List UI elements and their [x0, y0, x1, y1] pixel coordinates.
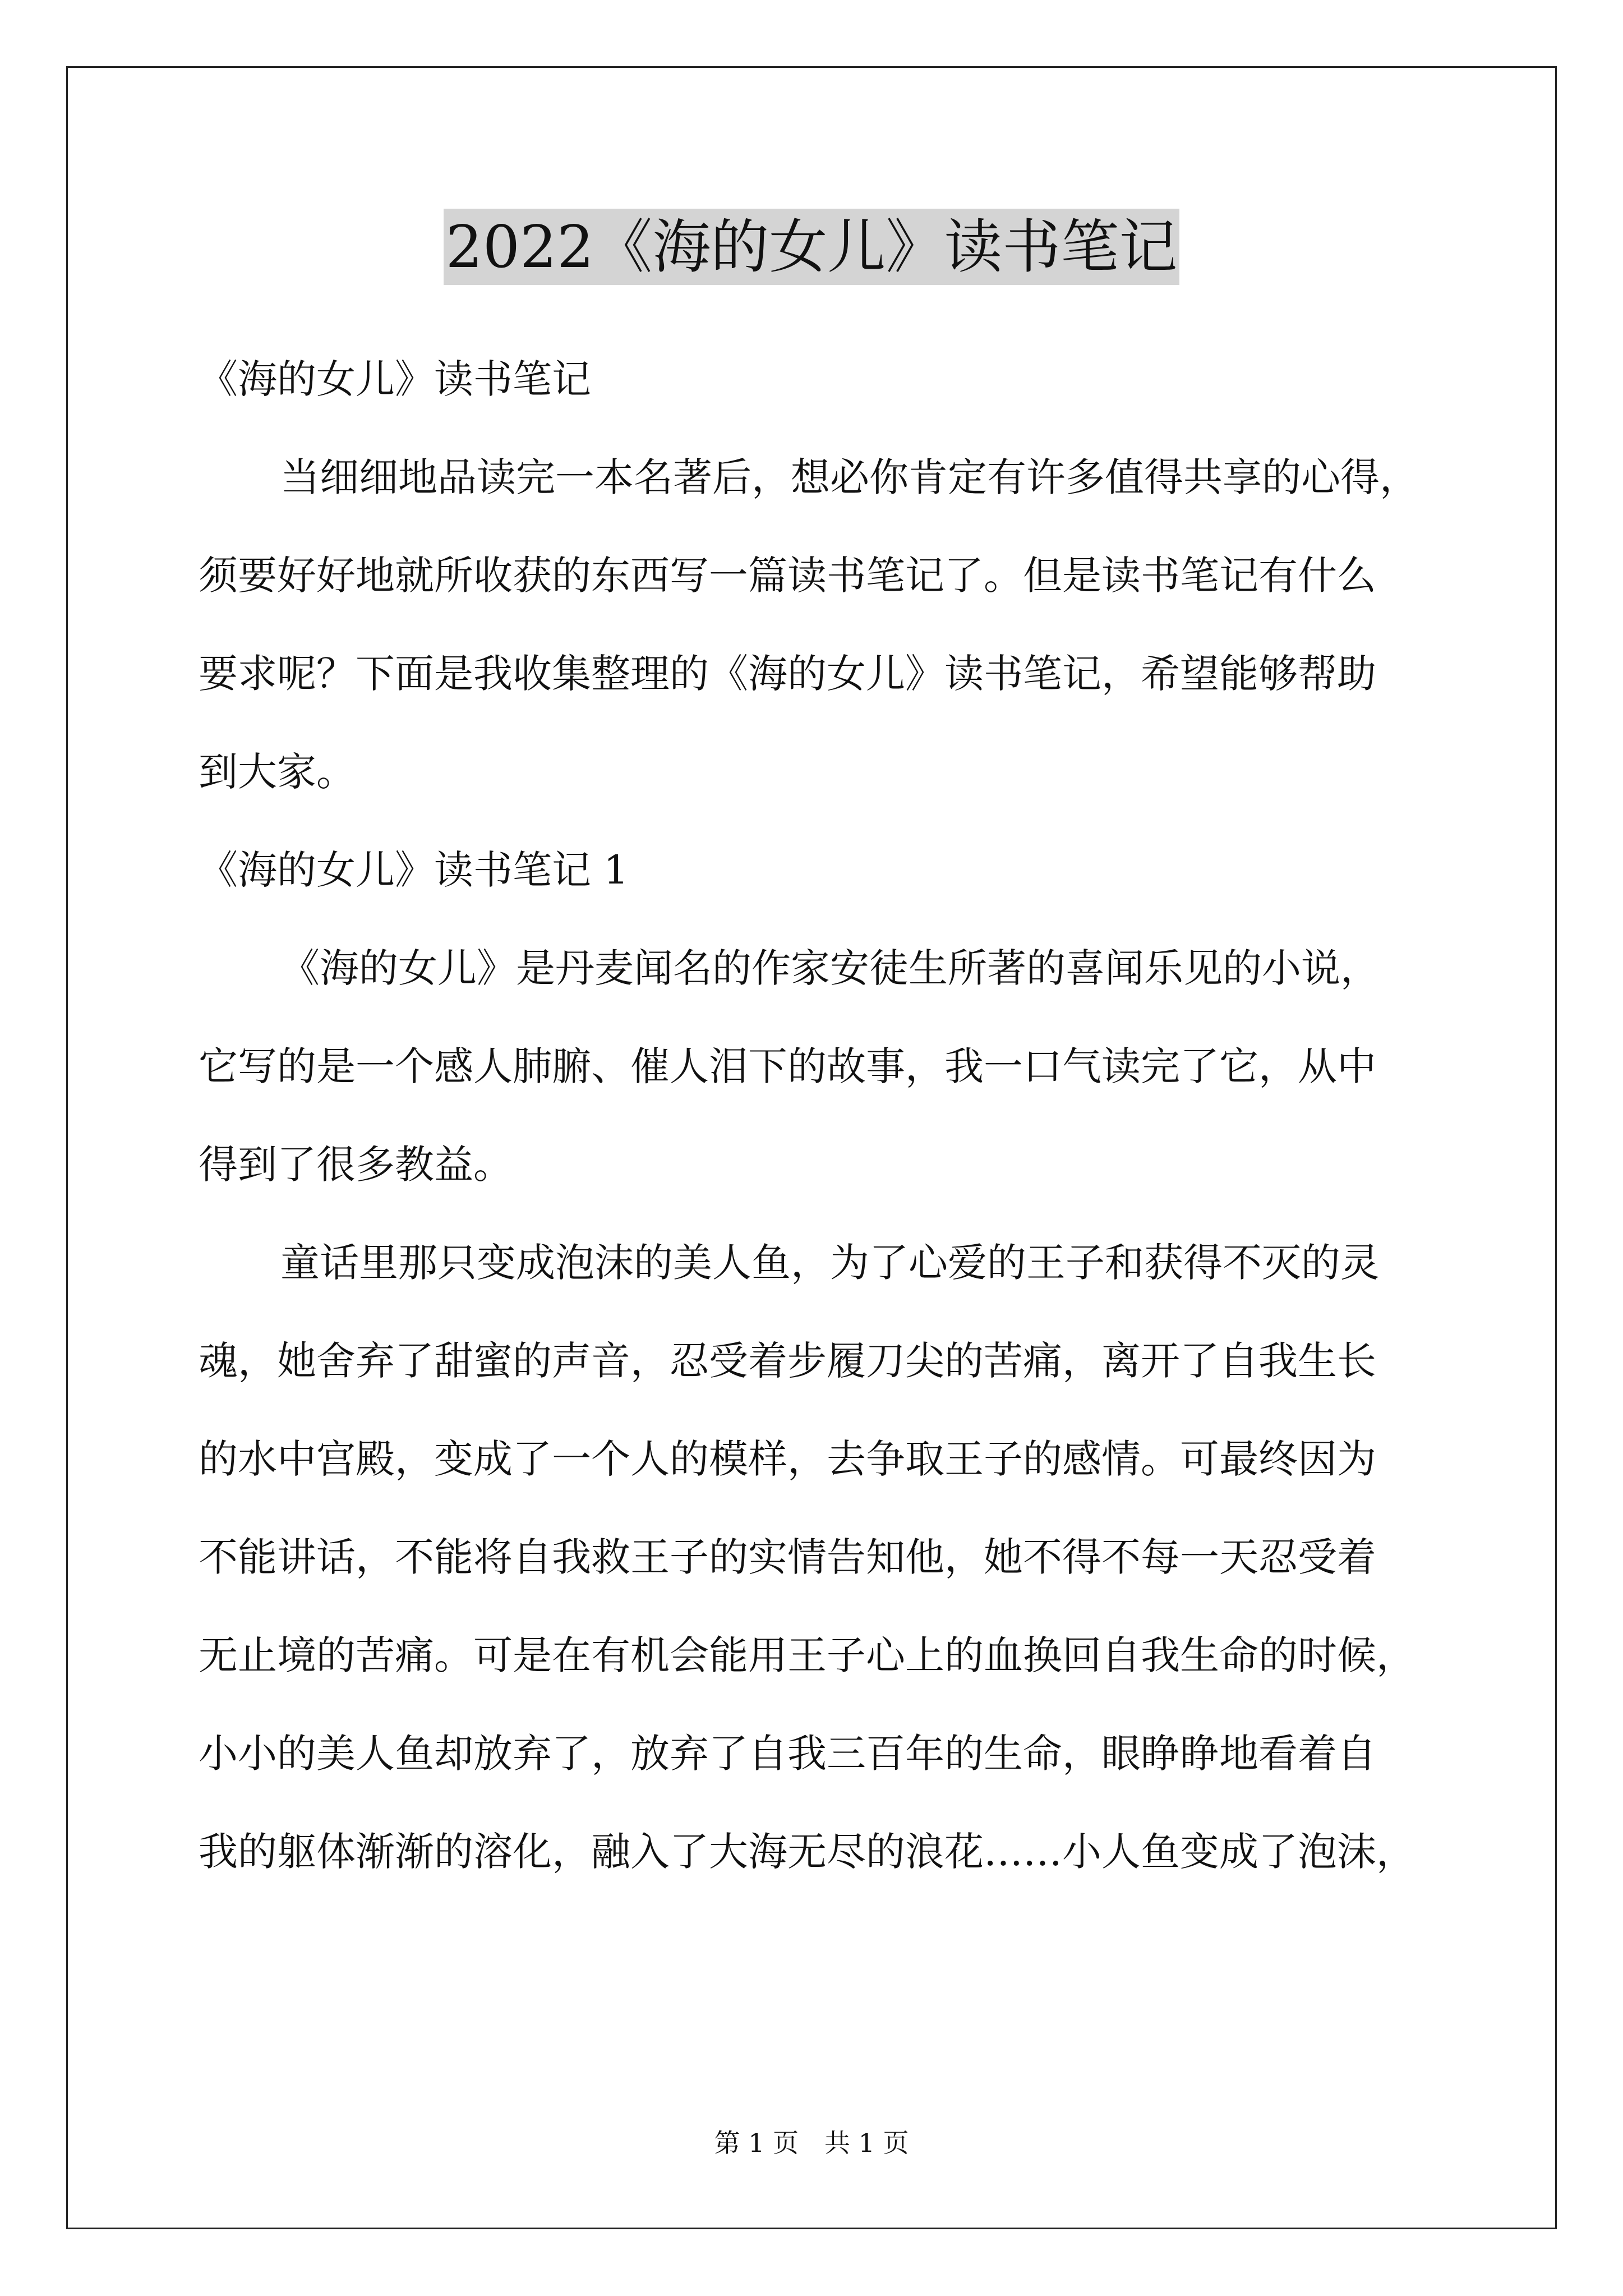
text-line: 无止境的苦痛。可是在有机会能用王子心上的血换回自我生命的时候， [199, 1632, 1415, 1678]
text-line: 当细细地品读完一本名著后，想必你肯定有许多值得共享的心得， [280, 454, 1419, 500]
text-line: 《海的女儿》读书笔记 1 [199, 847, 629, 893]
text-line: 它写的是一个感人肺腑、催人泪下的故事，我一口气读完了它，从中 [199, 1043, 1376, 1089]
text-line: 得到了很多教益。 [199, 1142, 513, 1188]
document-body [199, 340, 1432, 1911]
text-line: 小小的美人鱼却放弃了，放弃了自我三百年的生命，眼睁睁地看着自 [199, 1731, 1376, 1777]
page-footer [0, 2126, 1623, 2160]
document-title: 2022《海的女儿》读书笔记 [444, 209, 1180, 285]
text-line: 魂，她舍弃了甜蜜的声音，忍受着步履刀尖的苦痛，离开了自我生长 [199, 1338, 1376, 1384]
title-container [0, 209, 1623, 285]
text-line: 《海的女儿》读书笔记 [199, 356, 591, 402]
text-line: 童话里那只变成泡沫的美人鱼，为了心爱的王子和获得不灭的灵 [280, 1240, 1380, 1286]
text-line: 不能讲话，不能将自我救王子的实情告知他，她不得不每一天忍受着 [199, 1534, 1376, 1580]
page-number: 第 1 页 [714, 2128, 799, 2158]
text-line: 《海的女儿》是丹麦闻名的作家安徒生所著的喜闻乐见的小说， [280, 945, 1380, 991]
page-total: 共 1 页 [824, 2128, 909, 2158]
text-line: 我的躯体渐渐的溶化，融入了大海无尽的浪花……小人鱼变成了泡沫， [199, 1829, 1415, 1875]
text-line: 要求呢？下面是我收集整理的《海的女儿》读书笔记，希望能够帮助 [199, 651, 1376, 697]
text-line: 的水中宫殿，变成了一个人的模样，去争取王子的感情。可最终因为 [199, 1436, 1376, 1482]
text-line: 到大家。 [199, 749, 356, 795]
text-line: 须要好好地就所收获的东西写一篇读书笔记了。但是读书笔记有什么 [199, 553, 1376, 599]
